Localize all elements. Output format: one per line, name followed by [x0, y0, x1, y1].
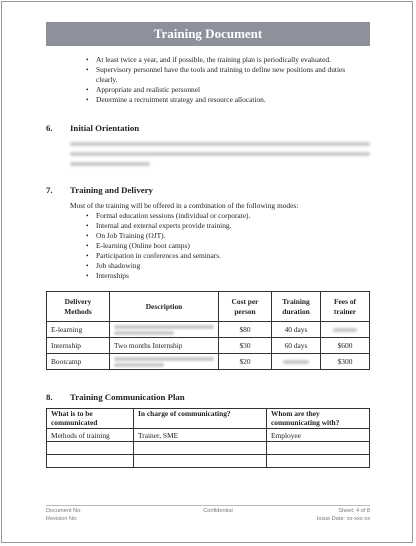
cell-cost: $30	[219, 338, 272, 354]
column-header: Fees of trainer	[321, 292, 370, 322]
cell-description-redacted	[110, 322, 219, 338]
list-item: • Job shadowing	[96, 261, 356, 271]
cell-fees: $300	[321, 354, 370, 370]
list-item: • E-learning (Online boot camps)	[96, 241, 356, 251]
table-row	[47, 338, 370, 354]
delivery-table	[46, 291, 370, 370]
table-cell	[267, 442, 370, 455]
list-item: • Supervisory personnel have the tools and training to define new positions and duties clearly.	[96, 65, 366, 85]
redacted-line	[70, 152, 370, 156]
cell-fees: $600	[321, 338, 370, 354]
top-bullet-list	[96, 55, 366, 105]
section-heading-7	[46, 185, 153, 195]
column-header: Cost per person	[219, 292, 272, 322]
section-number: 6.	[46, 123, 53, 133]
revision-number-label: Revision No:	[46, 516, 78, 522]
column-header: In charge of communicating?	[134, 409, 267, 429]
table-cell: Methods of training	[47, 429, 134, 442]
table-row	[47, 442, 370, 455]
section-heading-6	[46, 123, 139, 133]
section-title: Training Communication Plan	[70, 392, 185, 402]
table-cell	[47, 442, 134, 455]
list-item: • Appropriate and realistic personnel	[96, 85, 366, 95]
table-header-row	[47, 292, 370, 322]
section-title: Training and Delivery	[70, 185, 153, 195]
list-item: • On Job Training (OJT).	[96, 231, 356, 241]
cell-duration: 40 days	[272, 322, 321, 338]
column-header: Description	[110, 292, 219, 322]
list-item: • Formal education sessions (individual or corporate).	[96, 211, 356, 221]
table-row	[47, 354, 370, 370]
cell-method: Internship	[47, 338, 110, 354]
cell-cost: $20	[219, 354, 272, 370]
column-header: Whom are they communicating with?	[267, 409, 370, 429]
section-title: Initial Orientation	[70, 123, 140, 133]
cell-description: Two months Internship	[110, 338, 219, 354]
cell-method: E-learning	[47, 322, 110, 338]
redacted-line	[70, 162, 150, 166]
column-header: Delivery Methods	[47, 292, 110, 322]
section-intro: Most of the training will be offered in a combination of the following modes:	[70, 201, 299, 210]
list-item: • At least twice a year, and if possible, the training plan is periodically evaluated.	[96, 55, 366, 65]
table-cell	[134, 442, 267, 455]
issue-date: Issue Date: xx-xxx-xx	[316, 516, 370, 522]
table-header-row	[47, 409, 370, 429]
footer-right	[300, 507, 370, 523]
section-number: 8.	[46, 392, 53, 402]
table-row	[47, 322, 370, 338]
redacted-paragraph	[70, 142, 370, 172]
table-cell	[267, 455, 370, 468]
list-item: • Internal and external experts provide training.	[96, 221, 356, 231]
list-item: • Internships	[96, 271, 356, 281]
section-heading-8	[46, 392, 185, 402]
table-cell: Employee	[267, 429, 370, 442]
table-cell: Trainer, SME	[134, 429, 267, 442]
cell-duration-redacted	[272, 354, 321, 370]
training-modes-list	[96, 211, 356, 281]
sheet-number: Sheet: 4 of 8	[338, 508, 370, 514]
communication-table	[46, 408, 370, 468]
cell-duration: 60 days	[272, 338, 321, 354]
cell-fees-redacted	[321, 322, 370, 338]
footer-divider	[46, 505, 370, 506]
table-cell	[47, 455, 134, 468]
table-row	[47, 455, 370, 468]
table-row	[47, 429, 370, 442]
redacted-line	[70, 142, 370, 146]
confidential-label: Confidential	[203, 508, 233, 514]
section-number: 7.	[46, 185, 53, 195]
list-item: • Participation in conferences and seminars.	[96, 251, 356, 261]
table-cell	[134, 455, 267, 468]
document-number-label: Document No:	[46, 508, 82, 514]
column-header: Training duration	[272, 292, 321, 322]
cell-method: Bootcamp	[47, 354, 110, 370]
cell-description-redacted	[110, 354, 219, 370]
list-item: • Determine a recruitment strategy and resource allocation.	[96, 95, 366, 105]
document-title: Training Document	[46, 22, 370, 46]
column-header: What is to be communicated	[47, 409, 134, 429]
footer-left	[46, 507, 82, 523]
cell-cost: $80	[219, 322, 272, 338]
